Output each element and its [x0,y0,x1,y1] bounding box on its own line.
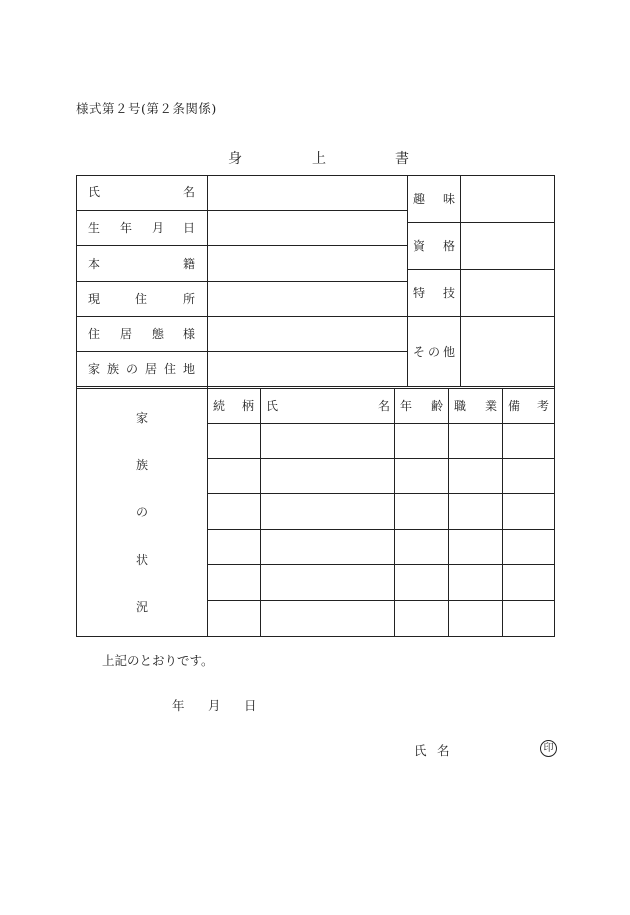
family-name-header-2: 名 [378,399,391,413]
residence-type-label-2: 居 [120,327,133,341]
family-residence-label-6: 地 [183,362,196,376]
family-name-header-1: 氏 [266,399,279,413]
remarks-header-1: 備 [508,399,521,413]
form-number-label: 様式第２号(第２条関係) [76,101,217,116]
family-status-label-5: 況 [136,600,149,614]
domicile-label-2: 籍 [183,257,196,271]
date-year-label: 年 [172,698,185,713]
age-header-2: 齢 [431,399,444,413]
hobby-label-1: 趣 [413,192,426,206]
family-status-label-4: 状 [136,553,149,567]
table-grid-lines [76,175,555,637]
occupation-header-2: 業 [485,399,498,413]
family-status-label-1: 家 [136,411,149,425]
qualification-label-1: 資 [413,239,426,253]
hobby-label-2: 味 [443,192,456,206]
birthdate-label-4: 日 [183,221,196,235]
special-skill-label-1: 特 [413,286,426,300]
other-label-3: 他 [443,345,456,359]
family-residence-label-3: の [126,362,139,376]
title-char-2: 上 [312,151,326,167]
other-label-1: そ [413,345,426,359]
qualification-label-2: 格 [443,239,456,253]
date-month-label: 月 [208,698,221,713]
family-residence-label-5: 住 [164,362,177,376]
date-day-label: 日 [244,698,257,713]
name-label-1: 氏 [88,185,101,199]
address-label-2: 住 [135,292,148,306]
address-label-3: 所 [183,292,196,306]
birthdate-label-1: 生 [88,221,101,235]
age-header-1: 年 [400,399,413,413]
family-status-label-3: の [136,505,149,519]
birthdate-label-2: 年 [120,221,133,235]
birthdate-label-3: 月 [152,221,165,235]
occupation-header-1: 職 [454,399,467,413]
signature-name-label-1: 氏 [414,743,427,758]
residence-type-label-1: 住 [88,327,101,341]
relation-header-1: 続 [213,399,226,413]
residence-type-label-4: 様 [183,327,196,341]
special-skill-label-2: 技 [443,286,456,300]
other-label-2: の [428,345,441,359]
title-char-3: 書 [395,151,409,167]
name-label-2: 名 [183,185,196,199]
family-residence-label-1: 家 [88,362,101,376]
address-label-1: 現 [88,292,101,306]
domicile-label-1: 本 [88,257,101,271]
signature-name-label-2: 名 [437,743,450,758]
title-char-1: 身 [228,151,242,167]
personal-history-table [76,175,555,637]
relation-header-2: 柄 [242,399,255,413]
family-status-label-2: 族 [136,458,149,472]
residence-type-label-3: 態 [152,327,165,341]
seal-mark: 印 [540,740,557,757]
remarks-header-2: 考 [537,399,550,413]
family-residence-label-4: 居 [145,362,158,376]
statement-text: 上記のとおりです。 [102,653,214,668]
family-residence-label-2: 族 [107,362,120,376]
